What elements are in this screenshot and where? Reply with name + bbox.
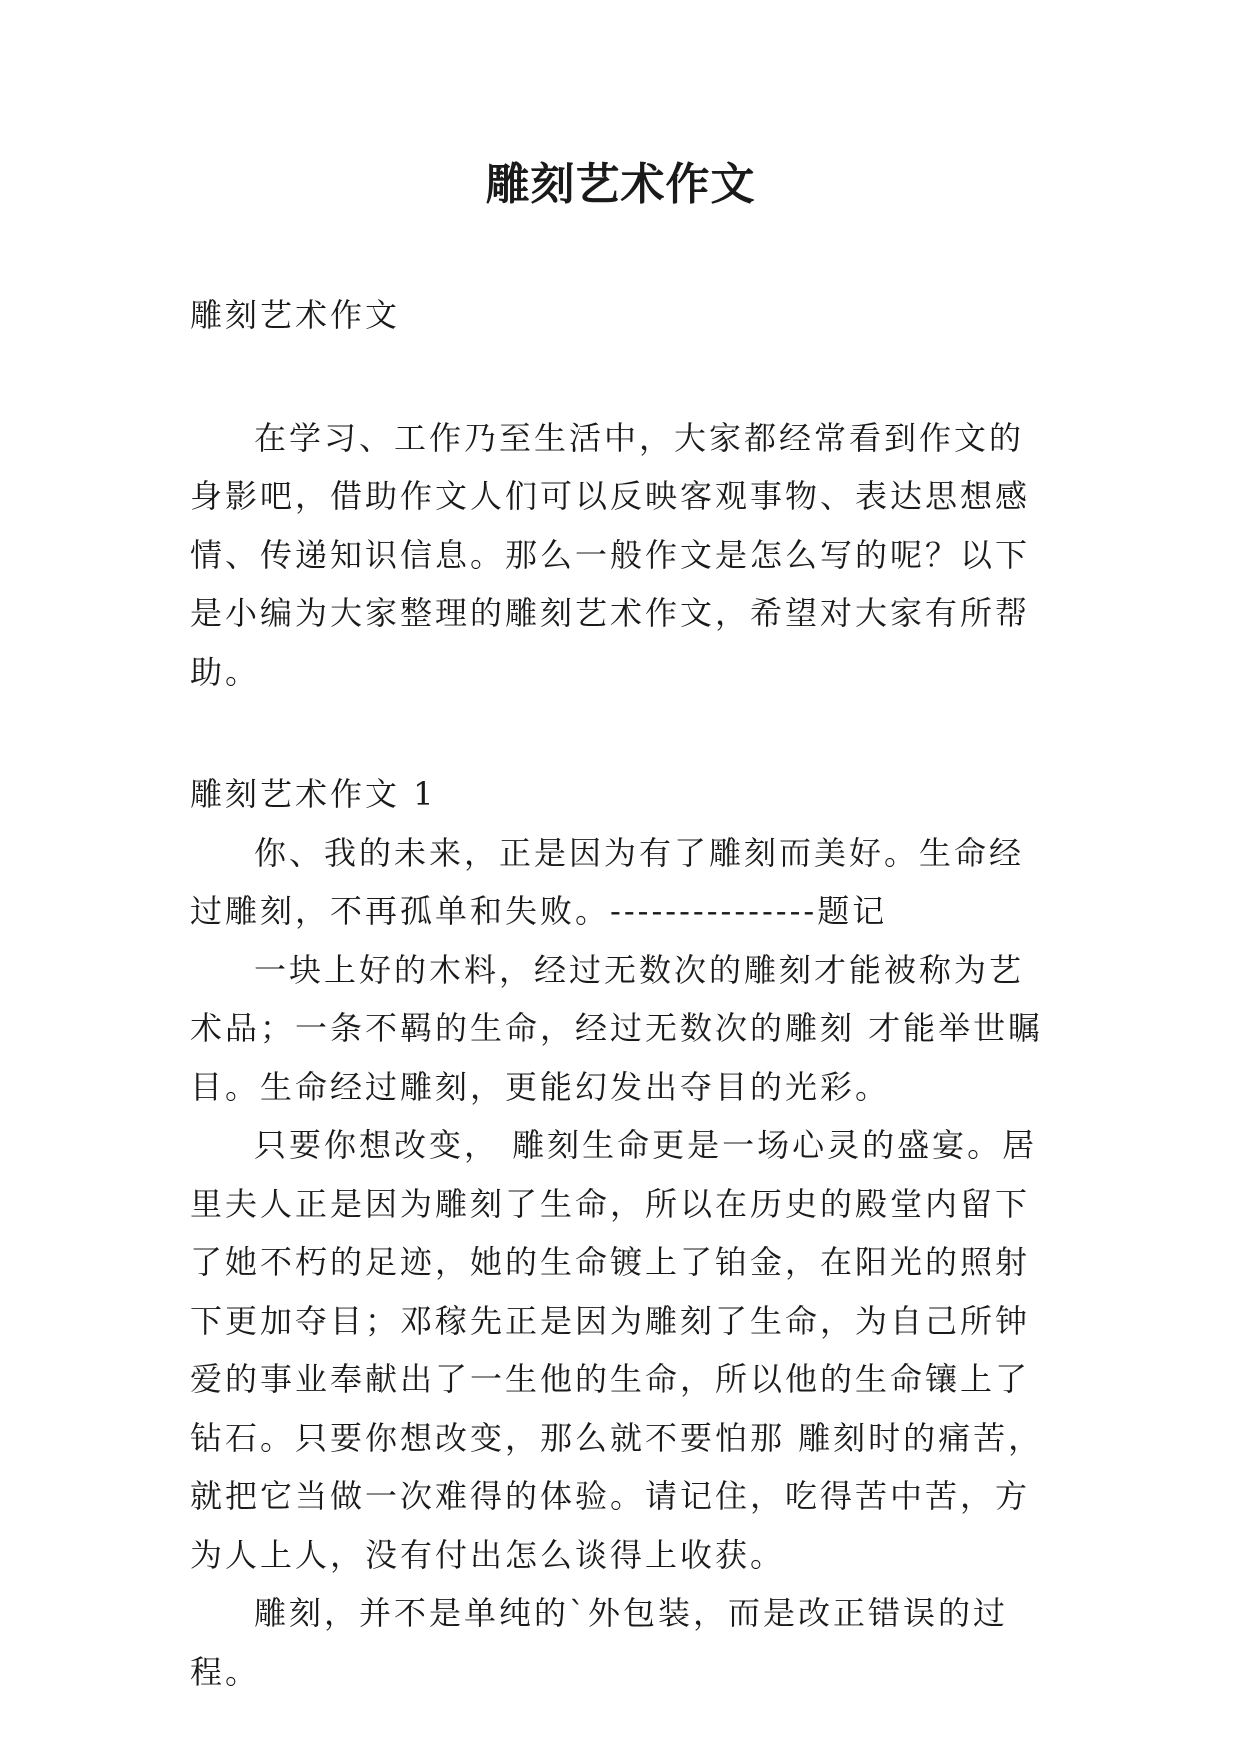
body-paragraph: 雕刻，并不是单纯的`外包装，而是改正错误的过程。 (190, 1594, 1009, 1691)
body-paragraph: 一块上好的木料，经过无数次的雕刻才能被称为艺术品；一条不羁的生命，经过无数次的雕刻 才能举世瞩目。生命经过雕刻，更能幻发出夺目的光彩。 (190, 950, 1044, 1106)
document-title: 雕刻艺术作文 (485, 159, 756, 210)
intro-paragraph: 在学习、工作乃至生活中，大家都经常看到作文的身影吧，借助作文人们可以反映客观事物、表达思想感情、传递知识信息。那么一般作文是怎么写的呢？以下是小编为大家整理的雕刻艺术作文，希望对大家有所帮助。 (190, 418, 1031, 691)
body-paragraph: 你、我的未来，正是因为有了雕刻而美好。生命经过雕刻，不再孤单和失败。---------------题记 (190, 833, 1025, 930)
section-heading: 雕刻艺术作文 1 (190, 775, 437, 813)
body-paragraph: 只要你想改变， 雕刻生命更是一场心灵的盛宴。居里夫人正是因为雕刻了生命，所以在历史的殿堂内留下了她不朽的足迹，她的生命镀上了铂金，在阳光的照射下更加夺目；邓稼先正是因为雕刻了生命，为自己所钟爱的事业奉献出了一生他的生命，所以他的生命镶上了钻石。只要你想改变，那么就不要怕那 雕刻时的痛苦，就把它当做一次难得的体验。请记住，吃得苦中苦，方为人上人，没有付出怎么谈得上收获。 (190, 1126, 1044, 1574)
document-body (190, 286, 1050, 1701)
document-subtitle: 雕刻艺术作文 (190, 296, 401, 334)
